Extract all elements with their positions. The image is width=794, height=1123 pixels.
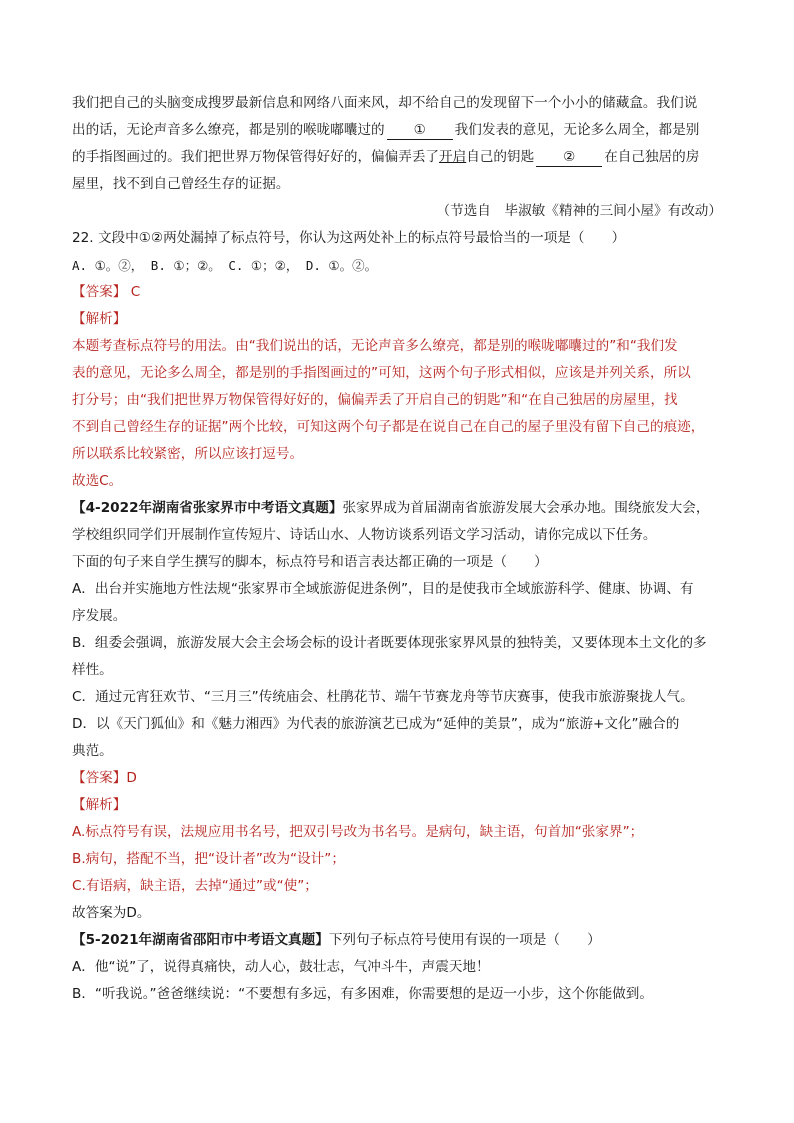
- q4-stem: 下面的句子来自学生撰写的脚本，标点符号和语言表达都正确的一项是（ ）: [72, 554, 548, 570]
- blank-1: ①: [387, 121, 453, 140]
- q22-answer: [72, 279, 722, 306]
- q4-analysis-line: C.有语病，缺主语，去掉“通过”或“使”；: [72, 878, 318, 894]
- q4-option-b-cont: 样性。: [72, 662, 113, 678]
- q4-option-a: A．出台并实施地方性法规“张家界市全域旅游促进条例”，目的是使我市全域旅游科学、健康、协调、有: [72, 581, 694, 597]
- q22-analysis-line: 本题考查标点符号的用法。由“我们说出的话，无论声音多么缭亮，都是别的喉咙嘟囔过的”和“我们发: [72, 338, 678, 354]
- q4-analysis-line: B.病句，搭配不当，把“设计者”改为“设计”；: [72, 851, 345, 867]
- q4-option-d-cont: 典范。: [72, 743, 113, 759]
- passage-text: 的手指图画过的。我们把世界万物保管得好好的，偏偏弄丢了: [72, 149, 440, 165]
- answer-label: 【答案】: [72, 284, 127, 300]
- q4-intro-line: 学校组织同学们开展制作宣传短片、诗话山水、人物访谈系列语文学习活动，请你完成以下任务。: [72, 527, 657, 543]
- blank-2: ②: [536, 148, 602, 167]
- q22-analysis-line: 不到自己曾经生存的证据”两个比较，可知这两个句子都是在说自己在自己的屋子里没有留下自己的痕迹，: [72, 419, 705, 435]
- passage-source: （节选自 毕淑敏《精神的三间小屋》有改动）: [436, 203, 722, 219]
- question-intro: 张家界成为首届湖南省旅游发展大会承办地。围绕旅发大会，: [342, 500, 710, 516]
- q22-options: A. ①。②， B. ①；②。 C. ①；②， D. ①。②。: [72, 258, 378, 273]
- q5-intro: [72, 927, 722, 954]
- passage-line: [72, 144, 722, 171]
- q22-analysis-line: 表的意见，无论多么周全，都是别的手指图画过的”可知，这两个句子形式相似，应该是并列关系，所以: [72, 365, 691, 381]
- question-stem: 下列句子标点符号使用有误的一项是（ ）: [328, 932, 601, 948]
- passage-underlined-text: 开启: [439, 149, 467, 165]
- q4-option-d: D．以《天门狐仙》和《魅力湘西》为代表的旅游演艺已成为“延伸的美景”，成为“旅游+文化”融合的: [72, 716, 680, 732]
- q4-intro: [72, 495, 722, 522]
- answer-value: D: [126, 770, 137, 786]
- q4-option-b: B．组委会强调，旅游发展大会主会场会标的设计者既要体现张家界风景的独特美，又要体现本土文化的多: [72, 635, 707, 651]
- q22-analysis-line: 打分号；由“我们把世界万物保管得好好的，偏偏弄丢了开启自己的钥匙”和“在自己独居的房屋里，找: [72, 392, 678, 408]
- q4-analysis-line: A.标点符号有误，法规应用书名号，把双引号改为书名号。是病句，缺主语，句首加“张家界”；: [72, 824, 644, 840]
- question-source-tag: 【4-2022年湖南省张家界市中考语文真题】: [72, 500, 343, 516]
- q4-answer: [72, 765, 722, 792]
- q5-option-b: B．“听我说。”爸爸继续说：“不要想有多远，有多困难，你需要想的是迈一小步，这个你能做到。: [72, 986, 653, 1002]
- q4-analysis-label: 【解析】: [72, 797, 127, 813]
- passage-line: 我们把自己的头脑变成搜罗最新信息和网络八面来风，却不给自己的发现留下一个小小的储藏盒。我们说: [72, 95, 698, 111]
- document-page: [72, 90, 722, 1008]
- q22-analysis-line: 所以联系比较紧密，所以应该打逗号。: [72, 446, 304, 462]
- q22-stem: 22. 文段中①②两处漏掉了标点符号，你认为这两处补上的标点符号最恰当的一项是（ ）: [72, 230, 626, 246]
- q22-conclusion: 故选C。: [72, 473, 123, 489]
- passage-text: 出的话，无论声音多么缭亮，都是别的喉咙嘟囔过的: [72, 122, 385, 138]
- q4-option-c: C．通过元宵狂欢节、“三月三”传统庙会、杜鹃花节、端午节赛龙舟等节庆赛事，使我市旅游聚拢人气。: [72, 689, 694, 705]
- question-source-tag: 【5-2021年湖南省邵阳市中考语文真题】: [72, 932, 329, 948]
- passage-text: 我们发表的意见，无论多么周全，都是别: [454, 122, 700, 138]
- answer-label: 【答案】: [72, 770, 127, 786]
- passage-text: 在自己独居的房: [604, 149, 700, 165]
- q5-option-a: A．他“说”了，说得真痛快，动人心，鼓壮志，气冲斗牛，声震天地！: [72, 959, 490, 975]
- answer-value: C: [130, 284, 141, 300]
- q4-conclusion: 故答案为D。: [72, 905, 151, 921]
- passage-line: [72, 117, 722, 144]
- passage-text: 自己的钥匙: [466, 149, 535, 165]
- q22-analysis-label: 【解析】: [72, 311, 127, 327]
- passage-line: 屋里，找不到自己曾经生存的证据。: [72, 176, 290, 192]
- q4-option-a-cont: 序发展。: [72, 608, 127, 624]
